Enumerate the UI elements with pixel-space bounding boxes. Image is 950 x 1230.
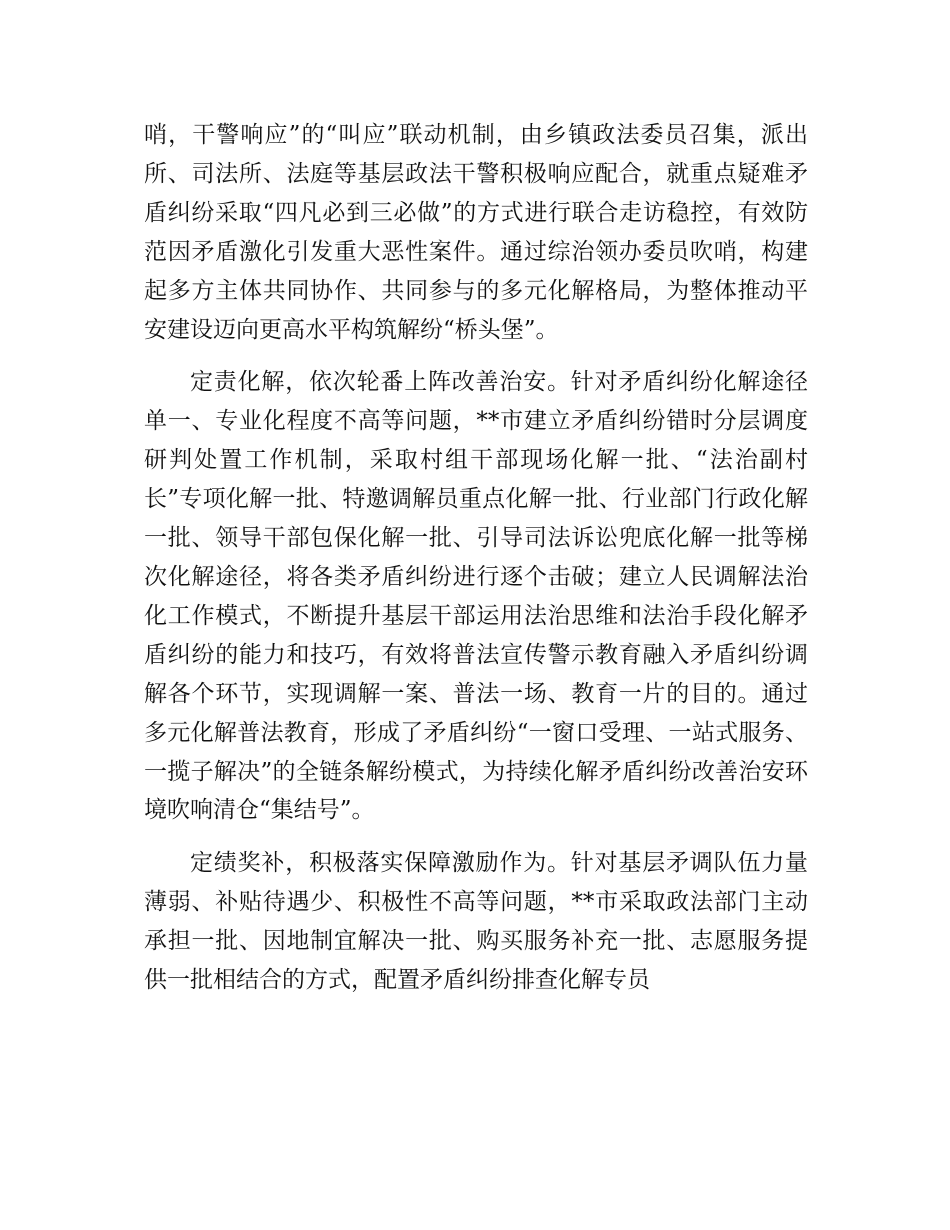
paragraph-performance-reward: 定绩奖补，积极落实保障激励作为。针对基层矛调队伍力量薄弱、补贴待遇少、积极性不高等问题，**市采取政法部门主动承担一批、因地制宜解决一批、购买服务补充一批、志愿服务提供一批相结合的方式，配置矛盾纠纷排查化解专员 <box>144 850 808 994</box>
paragraph-responsibility-resolution: 定责化解，依次轮番上阵改善治安。针对矛盾纠纷化解途径单一、专业化程度不高等问题，**市建立矛盾纠纷错时分层调度研判处置工作机制，采取村组干部现场化解一批、“法治副村长”专项化解一批、特邀调解员重点化解一批、行业部门行政化解一批、领导干部包保化解一批、引导司法诉讼兜底化解一批等梯次化解途径，将各类矛盾纠纷进行逐个击破；建立人民调解法治化工作模式，不断提升基层干部运用法治思维和法治手段化解矛盾纠纷的能力和技巧，有效将普法宣传警示教育融入矛盾纠纷调解各个环节，实现调解一案、普法一场、教育一片的目的。通过多元化解普法教育，形成了矛盾纠纷“一窗口受理、一站式服务、一揽子解决”的全链条解纷模式，为持续化解矛盾纠纷改善治安环境吹响清仓“集结号”。 <box>144 369 808 824</box>
paragraph-continuation: 哨，干警响应”的“叫应”联动机制，由乡镇政法委员召集，派出所、司法所、法庭等基层政法干警积极响应配合，就重点疑难矛盾纠纷采取“四凡必到三必做”的方式进行联合走访稳控，有效防范因矛盾激化引发重大恶性案件。通过综治领办委员吹哨，构建起多方主体共同协作、共同参与的多元化解格局，为整体推动平安建设迈向更高水平构筑解纷“桥头堡”。 <box>144 122 808 343</box>
document-page <box>144 116 808 1014</box>
